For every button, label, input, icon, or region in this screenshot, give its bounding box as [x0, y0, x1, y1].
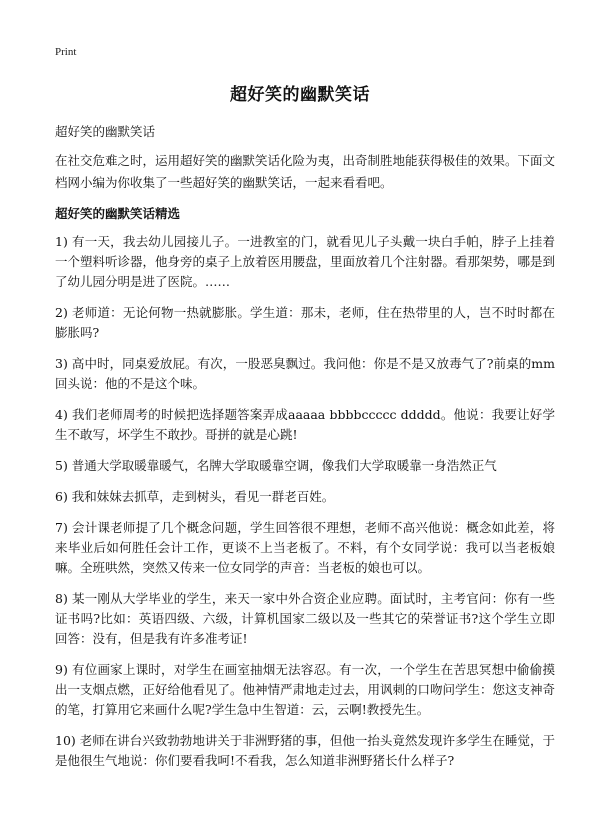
joke-item: 4) 我们老师周考的时候把选择题答案弄成aaaaa bbbbccccc ddddd。他说：我要让好学生不敢写，坏学生不敢抄。哥拼的就是心跳!	[55, 407, 555, 442]
joke-list	[55, 232, 555, 782]
joke-item: 2) 老师道：无论何物一热就膨胀。学生道：那未，老师，住在热带里的人，岂不时时都在膨胀吗?	[55, 305, 555, 340]
joke-item: 5) 普通大学取暖靠暖气，名牌大学取暖靠空调，像我们大学取暖靠一身浩然正气	[55, 458, 497, 473]
joke-item: 1) 有一天，我去幼儿园接儿子。一进教室的门，就看见儿子头戴一块白手帕，脖子上挂着一个塑料听诊器，他身旁的桌子上放着医用腰盘，里面放着几个注射器。看那架势，哪是到了幼儿园分明是进了医院。……	[55, 234, 556, 289]
joke-item: 9) 有位画家上课时，对学生在画室抽烟无法容忍。有一次，一个学生在苦思冥想中偷偷摸出一支烟点燃，正好给他看见了。他神情严肃地走过去，用讽刺的口吻问学生：您这支神奇的笔，打算用它来画什么呢?学生急中生智道：云，云啊!教授先生。	[55, 662, 556, 717]
print-label[interactable]: Print	[55, 46, 77, 58]
intro-paragraph: 在社交危难之时，运用超好笑的幽默笑话化险为夷，出奇制胜地能获得极佳的效果。下面文档网小编为你收集了一些超好笑的幽默笑话，一起来看看吧。	[55, 153, 556, 190]
joke-item: 6) 我和妹妹去抓草，走到树头，看见一群老百姓。	[55, 489, 335, 504]
section-heading: 超好笑的幽默笑话精选	[55, 206, 181, 221]
joke-item: 7) 会计课老师提了几个概念问题，学生回答很不理想，老师不高兴他说：概念如此差，将来毕业后如何胜任会计工作，更谈不上当老板了。不料，有个女同学说：我可以当老板娘嘛。全班哄然，突然又传来一位女同学的声音：当老板的娘也可以。	[55, 520, 555, 575]
joke-item: 10) 老师在讲台兴致勃勃地讲关于非洲野猪的事，但他一抬头竟然发现许多学生在睡觉，于是他很生气地说：你们要看我呵!不看我，怎么知道非洲野猪长什么样子?	[55, 733, 555, 768]
document-title: 超好笑的幽默笑话	[230, 85, 370, 105]
joke-item: 8) 某一刚从大学毕业的学生，来天一家中外合资企业应聘。面试时，主考官问：你有一些证书吗?比如：英语四级、六级，计算机国家二级以及一些其它的荣誉证书?这个学生立即回答：没有，但是我有许多准考证!	[55, 591, 555, 646]
document-subtitle: 超好笑的幽默笑话	[55, 124, 156, 139]
joke-item: 3) 高中时，同桌爱放屁。有次，一股恶臭飘过。我问他：你是不是又放毒气了?前桌的mm回头说：他的不是这个味。	[55, 356, 555, 391]
